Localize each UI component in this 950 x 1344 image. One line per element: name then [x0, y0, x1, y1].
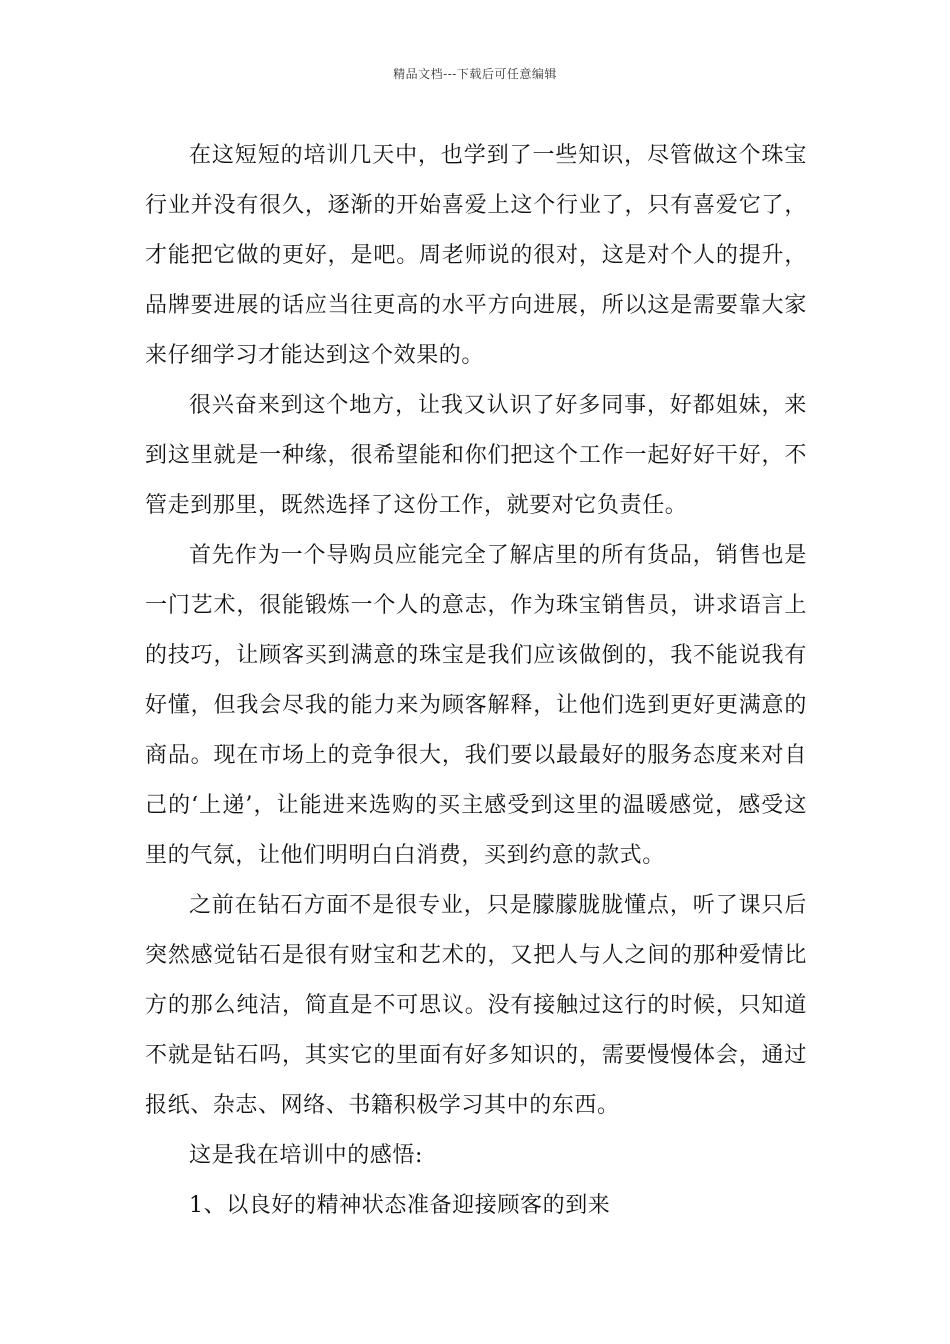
list-item-1: 1、以良好的精神状态准备迎接顾客的到来 — [189, 1193, 611, 1218]
document-body — [145, 131, 807, 1231]
paragraph-sales-skills: 首先作为一个导购员应能完全了解店里的所有货品，销售也是一门艺术，很能锻炼一个人的意志，作为珠宝销售员，讲求语言上的技巧，让顾客买到满意的珠宝是我们应该做倒的，我不能说我有好懂，但我会尽我的能力来为顾客解释，让他们选到更好更满意的商品。现在市场上的竞争很大，我们要以最最好的服务态度来对自己的‘上递’，让能进来选购的买主感受到这里的温暖感觉，感受这里的气氛，让他们明明白白消费，买到约意的款式。 — [145, 543, 807, 868]
paragraph-diamond-knowledge: 之前在钻石方面不是很专业，只是朦朦胧胧懂点，听了课只后突然感觉钻石是很有财宝和艺术的，又把人与人之间的那种爱情比方的那么纯洁，简直是不可思议。没有接触过这行的时候，只知道不就是钻石吗，其实它的里面有好多知识的，需要慢慢体会，通过报纸、杂志、网络、书籍积极学习其中的东西。 — [145, 893, 807, 1118]
paragraph-training-reflection: 在这短短的培训几天中，也学到了一些知识，尽管做这个珠宝行业并没有很久，逐渐的开始喜爱上这个行业了，只有喜爱它了，才能把它做的更好，是吧。周老师说的很对，这是对个人的提升，品牌要进展的话应当往更高的水平方向进展，所以这是需要靠大家来仔细学习才能达到这个效果的。 — [145, 143, 807, 368]
paragraph-insights-intro: 这是我在培训中的感悟: — [189, 1143, 424, 1168]
page-header: 精品文档---下载后可任意编辑 — [393, 67, 557, 81]
paragraph-colleagues: 很兴奋来到这个地方，让我又认识了好多同事，好都姐妹，来到这里就是一种缘，很希望能和你们把这个工作一起好好干好，不管走到那里，既然选择了这份工作，就要对它负责任。 — [145, 393, 807, 518]
